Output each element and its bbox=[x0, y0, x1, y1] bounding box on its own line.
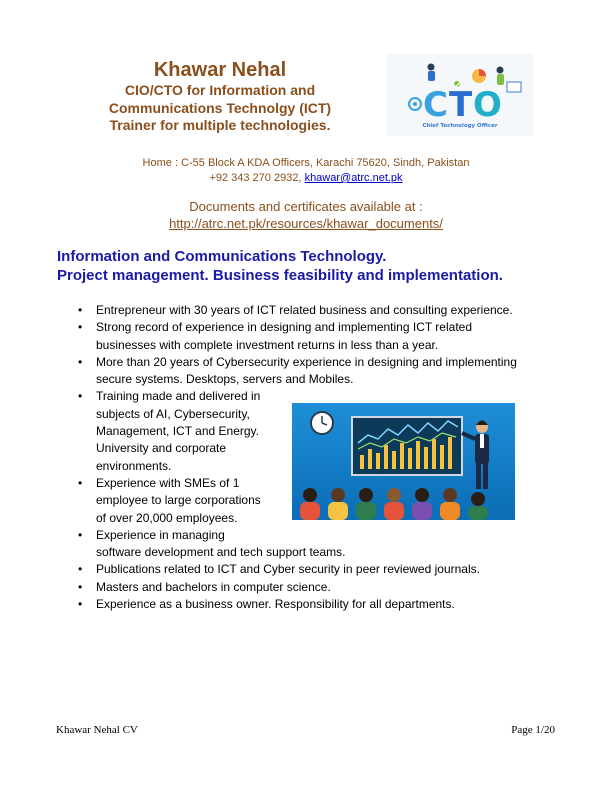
documents-link[interactable]: http://atrc.net.pk/resources/khawar_documents/ bbox=[169, 216, 443, 231]
presentation-illustration bbox=[292, 403, 515, 520]
phone-email-line bbox=[70, 171, 542, 186]
list-item: • Training made and delivered in subjects of AI, Cybersecurity, Management, ICT and Energy. University and corporate environments. bbox=[78, 389, 261, 473]
bullet-marker: • bbox=[78, 389, 83, 404]
cv-header bbox=[70, 58, 370, 135]
role-line-3: Trainer for multiple technologies. bbox=[109, 117, 331, 133]
role-line-1: CIO/CTO for Information and bbox=[124, 82, 316, 98]
headline-line-2: Project management. Business feasibility and implementation. bbox=[57, 267, 503, 284]
list-item: • Experience with SMEs of 1 employee to large corporations of over 20,000 employees. bbox=[78, 475, 261, 525]
headline-line-1: Information and Communications Technology. bbox=[57, 248, 387, 265]
documents-block bbox=[70, 198, 542, 232]
clock-icon bbox=[311, 412, 333, 434]
bullet-marker: • bbox=[78, 597, 83, 612]
bullet-marker: • bbox=[78, 475, 83, 490]
email-link[interactable]: khawar@atrc.net.pk bbox=[304, 172, 403, 184]
bullet-marker: • bbox=[78, 320, 83, 335]
footer-title: Khawar Nehal CV bbox=[56, 724, 138, 736]
list-item: • Experience in managing software development and tech support teams. bbox=[78, 527, 346, 560]
cto-logo bbox=[387, 54, 533, 136]
bullet-marker: • bbox=[78, 527, 83, 542]
contact-block bbox=[70, 156, 542, 186]
logo-letter-c: C bbox=[423, 85, 448, 125]
documents-label: Documents and certificates available at : bbox=[189, 199, 423, 214]
list-item: • Entrepreneur with 30 years of ICT related business and consulting experience. bbox=[78, 302, 556, 319]
logo-letter-o: O bbox=[473, 85, 502, 125]
home-address: Home : C-55 Block A KDA Officers, Karachi 75620, Sindh, Pakistan bbox=[142, 157, 470, 169]
bullet-marker: • bbox=[78, 562, 83, 577]
list-item: • Strong record of experience in designing and implementing ICT related businesses with complete investment returns in less than a year. bbox=[78, 320, 472, 352]
list-item: • Experience as a business owner. Responsibility for all departments. bbox=[78, 596, 556, 613]
person-name: Khawar Nehal bbox=[153, 59, 287, 81]
bullet-marker: • bbox=[78, 579, 83, 594]
page-number: Page 1/20 bbox=[511, 724, 555, 736]
chart-board-icon bbox=[352, 417, 462, 475]
role-line-2: Communications Technolgy (ICT) bbox=[108, 99, 332, 116]
list-item: • More than 20 years of Cybersecurity experience in designing and implementing secure systems. Desktops, servers and Mobiles. bbox=[78, 354, 517, 387]
bullet-marker: • bbox=[78, 303, 83, 317]
logo-letter-t: T bbox=[449, 85, 473, 125]
logo-caption: Chief Technology Officer bbox=[422, 123, 498, 129]
summary-headline bbox=[57, 247, 503, 285]
bullet-marker: • bbox=[78, 354, 83, 369]
list-item: • Publications related to ICT and Cyber security in peer reviewed journals. bbox=[78, 561, 556, 578]
phone-number: +92 343 270 2932, bbox=[209, 172, 302, 184]
list-item: • Masters and bachelors in computer science. bbox=[78, 579, 556, 596]
